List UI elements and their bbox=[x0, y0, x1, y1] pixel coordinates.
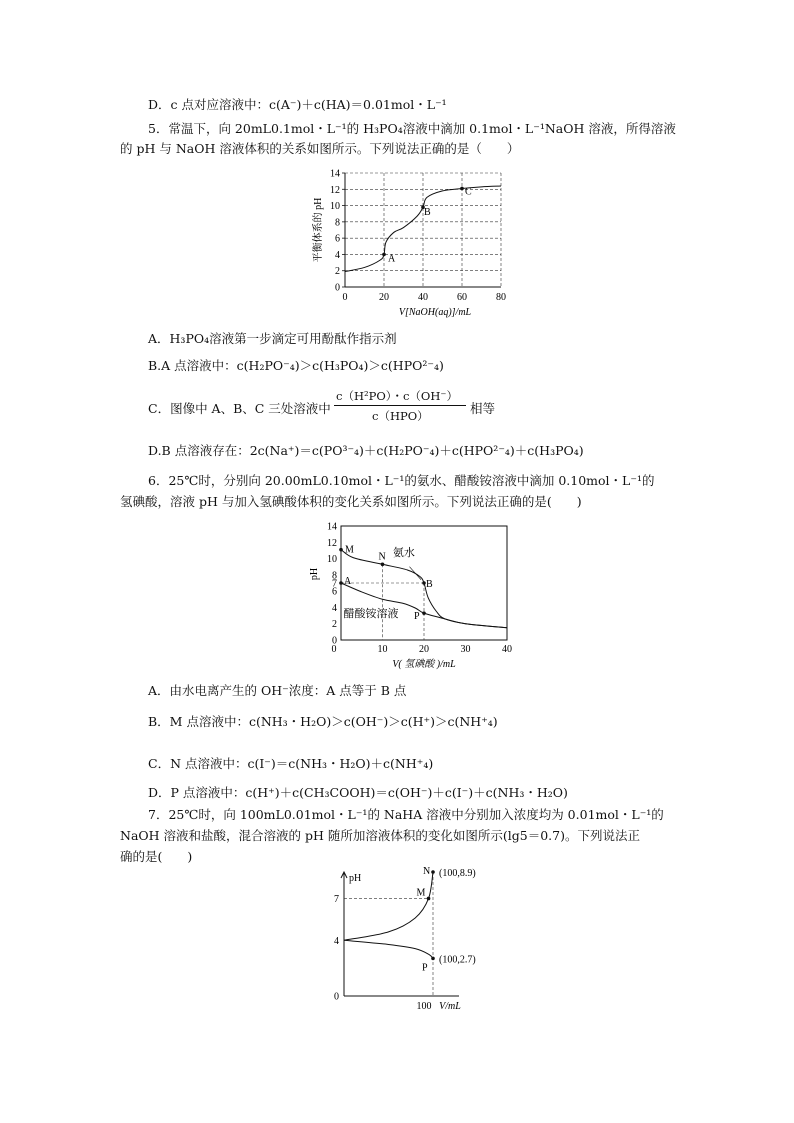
leader-line bbox=[409, 567, 421, 580]
point-label: P bbox=[414, 611, 420, 623]
y-tick-label: 4 bbox=[334, 935, 339, 947]
point-label: P bbox=[422, 962, 428, 974]
x-tick-label: 0 bbox=[342, 292, 348, 303]
y-tick-label: 7 bbox=[334, 893, 339, 905]
q4-option-d: D．c 点对应溶液中：c(A⁻)＋c(HA)＝0.01mol・L⁻¹ bbox=[148, 97, 447, 112]
point-label: B bbox=[424, 207, 431, 219]
q5-option-c-denominator: c（HPO） bbox=[372, 409, 429, 423]
series-line-hcl bbox=[344, 940, 433, 958]
point-label: M bbox=[416, 887, 426, 899]
point-A bbox=[382, 253, 386, 257]
y-tick-label: 12 bbox=[330, 184, 340, 196]
x-tick-label: 40 bbox=[418, 292, 428, 303]
point-A bbox=[339, 581, 343, 585]
point-P bbox=[422, 611, 426, 615]
point-label: B bbox=[426, 579, 433, 590]
point-label: A bbox=[388, 253, 396, 265]
origin-label: 0 bbox=[331, 644, 337, 655]
y-tick-label: 14 bbox=[327, 521, 337, 533]
y-tick-label: 10 bbox=[327, 554, 337, 566]
y-tick-label: 2 bbox=[332, 619, 337, 631]
y-tick-label: 7 bbox=[332, 578, 337, 590]
y-tick-label: 8 bbox=[335, 217, 340, 229]
y-tick-label: 0 bbox=[335, 282, 340, 294]
x-tick-label: 10 bbox=[377, 644, 388, 655]
point-P bbox=[431, 957, 435, 961]
point-M bbox=[427, 897, 431, 901]
x-tick-label: 20 bbox=[419, 644, 429, 655]
q7-stem-line3: 确的是( ) bbox=[120, 849, 193, 864]
y-tick-label: 0 bbox=[334, 991, 339, 1003]
x-axis-label: V( 氢碘酸 )/mL bbox=[392, 659, 456, 670]
point-M bbox=[339, 548, 343, 552]
q6-option-d: D．P 点溶液中：c(H⁺)＋c(CH₃COOH)＝c(OH⁻)＋c(I⁻)＋c(NH₃・H₂O) bbox=[148, 785, 568, 800]
point-coordinate-label: (100,2.7) bbox=[439, 954, 476, 966]
x-tick-label: 80 bbox=[496, 292, 506, 303]
y-tick-label: 6 bbox=[335, 233, 340, 245]
y-tick-label: 0 bbox=[332, 635, 337, 647]
q6-option-b: B．M 点溶液中：c(NH₃・H₂O)＞c(OH⁻)＞c(H⁺)＞c(NH⁺₄) bbox=[148, 714, 498, 729]
y-tick-label: 14 bbox=[330, 168, 340, 180]
y-tick-label: 2 bbox=[335, 266, 340, 278]
q5-stem-line2: 的 pH 与 NaOH 溶液体积的关系如图所示。下列说法正确的是（ ） bbox=[120, 141, 520, 156]
y-tick-label: 4 bbox=[335, 249, 340, 261]
q5-option-a: A．H₃PO₄溶液第一步滴定可用酚酞作指示剂 bbox=[148, 331, 397, 346]
y-tick-label: 4 bbox=[332, 602, 337, 614]
q7-stem-line1: 7．25℃时，向 100mL0.01mol・L⁻¹的 NaHA 溶液中分别加入浓度均为 0.01mol・L⁻¹的 bbox=[148, 807, 664, 822]
point-N bbox=[381, 562, 385, 566]
y-tick-label: 6 bbox=[332, 586, 337, 598]
y-tick-label: 12 bbox=[327, 537, 337, 549]
x-tick-label: 60 bbox=[457, 292, 467, 303]
point-label: A bbox=[344, 576, 352, 587]
point-label: M bbox=[345, 544, 354, 556]
y-tick-label: 10 bbox=[330, 201, 340, 213]
point-N bbox=[431, 870, 435, 874]
q6-option-c: C．N 点溶液中：c(I⁻)＝c(NH₃・H₂O)＋c(NH⁺₄) bbox=[148, 756, 434, 771]
q6-chart bbox=[300, 518, 525, 668]
y-axis-label: pH bbox=[309, 567, 320, 581]
y-axis-label: pH bbox=[349, 873, 362, 884]
q5-stem-line1: 5．常温下，向 20mL0.1mol・L⁻¹的 H₃PO₄溶液中滴加 0.1mol・L⁻¹NaOH 溶液，所得溶液 bbox=[148, 121, 676, 136]
q5-option-d: D.B 点溶液存在：2c(Na⁺)＝c(PO³⁻₄)＋c(H₂PO⁻₄)＋c(HPO²⁻₄)＋c(H₃PO₄) bbox=[148, 443, 584, 458]
point-label: N bbox=[378, 551, 386, 563]
point-coordinate-label: (100,8.9) bbox=[439, 868, 476, 879]
q6-option-a: A．由水电离产生的 OH⁻浓度：A 点等于 B 点 bbox=[148, 683, 407, 698]
q6-stem-line1: 6．25℃时，分别向 20.00mL0.10mol・L⁻¹的氨水、醋酸铵溶液中滴加 0.10mol・L⁻¹的 bbox=[148, 473, 655, 488]
point-label: N bbox=[423, 866, 431, 877]
x-tick-label: 100 bbox=[416, 1001, 432, 1012]
q5-chart bbox=[300, 165, 515, 325]
x-axis-label: V[NaOH(aq)]/mL bbox=[398, 307, 472, 318]
series-label-ammonia: 氨水 bbox=[392, 547, 415, 560]
x-axis-label: V/mL bbox=[439, 1001, 461, 1012]
q5-option-c-suffix: 相等 bbox=[470, 401, 496, 416]
q6-stem-line2: 氢碘酸，溶液 pH 与加入氢碘酸体积的变化关系如图所示。下列说法正确的是( ) bbox=[120, 494, 582, 509]
y-tick-label: 8 bbox=[332, 570, 337, 582]
point-C bbox=[460, 187, 464, 191]
fraction-bar bbox=[334, 405, 466, 406]
x-tick-label: 30 bbox=[460, 644, 471, 655]
q5-option-c-prefix: C．图像中 A、B、C 三处溶液中 bbox=[148, 401, 331, 416]
q7-chart bbox=[318, 866, 538, 1014]
x-tick-label: 40 bbox=[502, 644, 512, 655]
q7-stem-line2: NaOH 溶液和盐酸，混合溶液的 pH 随所加溶液体积的变化如图所示(lg5＝0.7)。下列说法正 bbox=[120, 828, 640, 843]
q5-option-b: B.A 点溶液中：c(H₂PO⁻₄)＞c(H₃PO₄)＞c(HPO²⁻₄) bbox=[148, 358, 444, 373]
q5-option-c-numerator: c（H²PO）・c（OH⁻） bbox=[336, 389, 458, 403]
series-label-ammonium-acetate: 醋酸铵溶液 bbox=[343, 608, 399, 621]
point-label: C bbox=[465, 186, 472, 198]
x-tick-label: 20 bbox=[379, 292, 389, 303]
y-axis-label: 平衡体系的 pH bbox=[313, 197, 324, 263]
